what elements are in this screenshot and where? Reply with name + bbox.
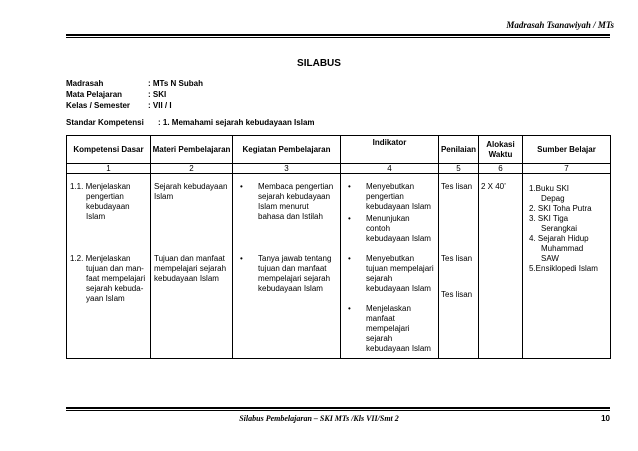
alokasi-cell: 2 X 40’ (479, 174, 523, 249)
kd-cell (67, 174, 151, 249)
header-rule-thin (66, 37, 610, 38)
kd-number: 1.1. (70, 182, 84, 191)
kegiatan-cell (233, 248, 341, 359)
footer-text: Silabus Pembelajaran – SKI MTs /Kls VII/Smt 2 (239, 414, 399, 423)
meta-key: Madrasah (66, 79, 104, 88)
col-header-indikator: Indikator (341, 136, 439, 164)
kegiatan-item: • Membaca pengertian sejarah kebudayaan Islam menurut bahasa dan Istilah (236, 182, 337, 222)
sk-label: Standar Kompetensi (66, 118, 144, 127)
footer-rule-thin (66, 410, 610, 411)
table-row (67, 174, 611, 249)
sumber-item: 3. SKI Tiga Serangkai (529, 214, 578, 233)
alokasi-cell (479, 248, 523, 359)
kd-rest: pengertian kebudayaan Islam (86, 192, 130, 221)
sumber-item: 5.Ensiklopedi Islam (529, 264, 598, 273)
meta-row-kelas (66, 101, 172, 110)
meta-key: Mata Pelajaran (66, 90, 123, 99)
col-number: 1 (67, 164, 151, 174)
header-institution: Madrasah Tsanawiyah / MTs (506, 20, 614, 30)
indikator-item: • Menyebutkan pengertian kebudayaan Islam (344, 182, 435, 212)
col-number: 3 (233, 164, 341, 174)
col-number: 7 (523, 164, 611, 174)
penilaian-item: Tes lisan (441, 254, 473, 263)
footer-rule (66, 407, 610, 409)
column-number-row (67, 164, 611, 174)
indikator-item: • Menunjukan contoh kebudayaan Islam (344, 214, 435, 244)
indikator-item: • Menjelaskan manfaat mempelajari sejarah kebudayaan Islam (344, 304, 435, 354)
indikator-cell (341, 248, 439, 359)
col-header-kegiatan: Kegiatan Pembelajaran (233, 136, 341, 164)
penilaian-cell: Tes lisan (439, 174, 479, 249)
materi-cell: Sejarah kebudayaan Islam (151, 174, 233, 249)
page-title: SILABUS (297, 58, 341, 69)
meta-value: : SKI (148, 90, 167, 99)
kd-first: Menjelaskan (85, 182, 131, 191)
kegiatan-item: • Tanya jawab tentang tujuan dan manfaat mempelajari sejarah kebudayaan Islam (236, 254, 337, 294)
col-number: 5 (439, 164, 479, 174)
meta-value: : MTs N Subah (148, 79, 203, 88)
kd-number: 1.2. (70, 254, 84, 263)
col-header-sumber: Sumber Belajar (523, 136, 611, 164)
sumber-item: 4. Sejarah Hidup Muhammad SAW (529, 234, 589, 263)
indikator-cell (341, 174, 439, 249)
col-number: 6 (479, 164, 523, 174)
penilaian-item: Tes lisan (441, 290, 473, 299)
col-number: 2 (151, 164, 233, 174)
meta-key: Kelas / Semester (66, 101, 131, 110)
sumber-cell (523, 174, 611, 359)
kd-cell (67, 248, 151, 359)
materi-cell: Tujuan dan manfaat mempelajari sejarah kebudayaan Islam (151, 248, 233, 359)
col-number: 4 (341, 164, 439, 174)
meta-row-mapel (66, 90, 166, 99)
penilaian-cell (439, 248, 479, 359)
indikator-item: • Menyebutkan tujuan mempelajari sejarah kebudayaan Islam (344, 254, 435, 294)
header-rule (66, 34, 610, 36)
page-number: 10 (601, 414, 610, 423)
kegiatan-cell (233, 174, 341, 249)
meta-value: : VII / I (148, 101, 172, 110)
col-header-kompetensi: Kompetensi Dasar (67, 136, 151, 164)
sumber-item: 1.Buku SKI Depag (529, 184, 570, 203)
col-header-materi: Materi Pembelajaran (151, 136, 233, 164)
col-header-alokasi: Alokasi Waktu (479, 136, 523, 164)
standar-kompetensi (66, 118, 315, 127)
col-header-penilaian: Penilaian (439, 136, 479, 164)
kd-first: Menjelaskan (85, 254, 131, 263)
sk-value: : 1. Memahami sejarah kebudayaan Islam (158, 118, 315, 127)
kd-rest: tujuan dan man-faat mempelajari sejarah kebuda-yaan Islam (86, 264, 146, 303)
meta-row-madrasah (66, 79, 203, 88)
silabus-table (66, 135, 611, 359)
sumber-item: 2. SKI Toha Putra (529, 204, 592, 213)
